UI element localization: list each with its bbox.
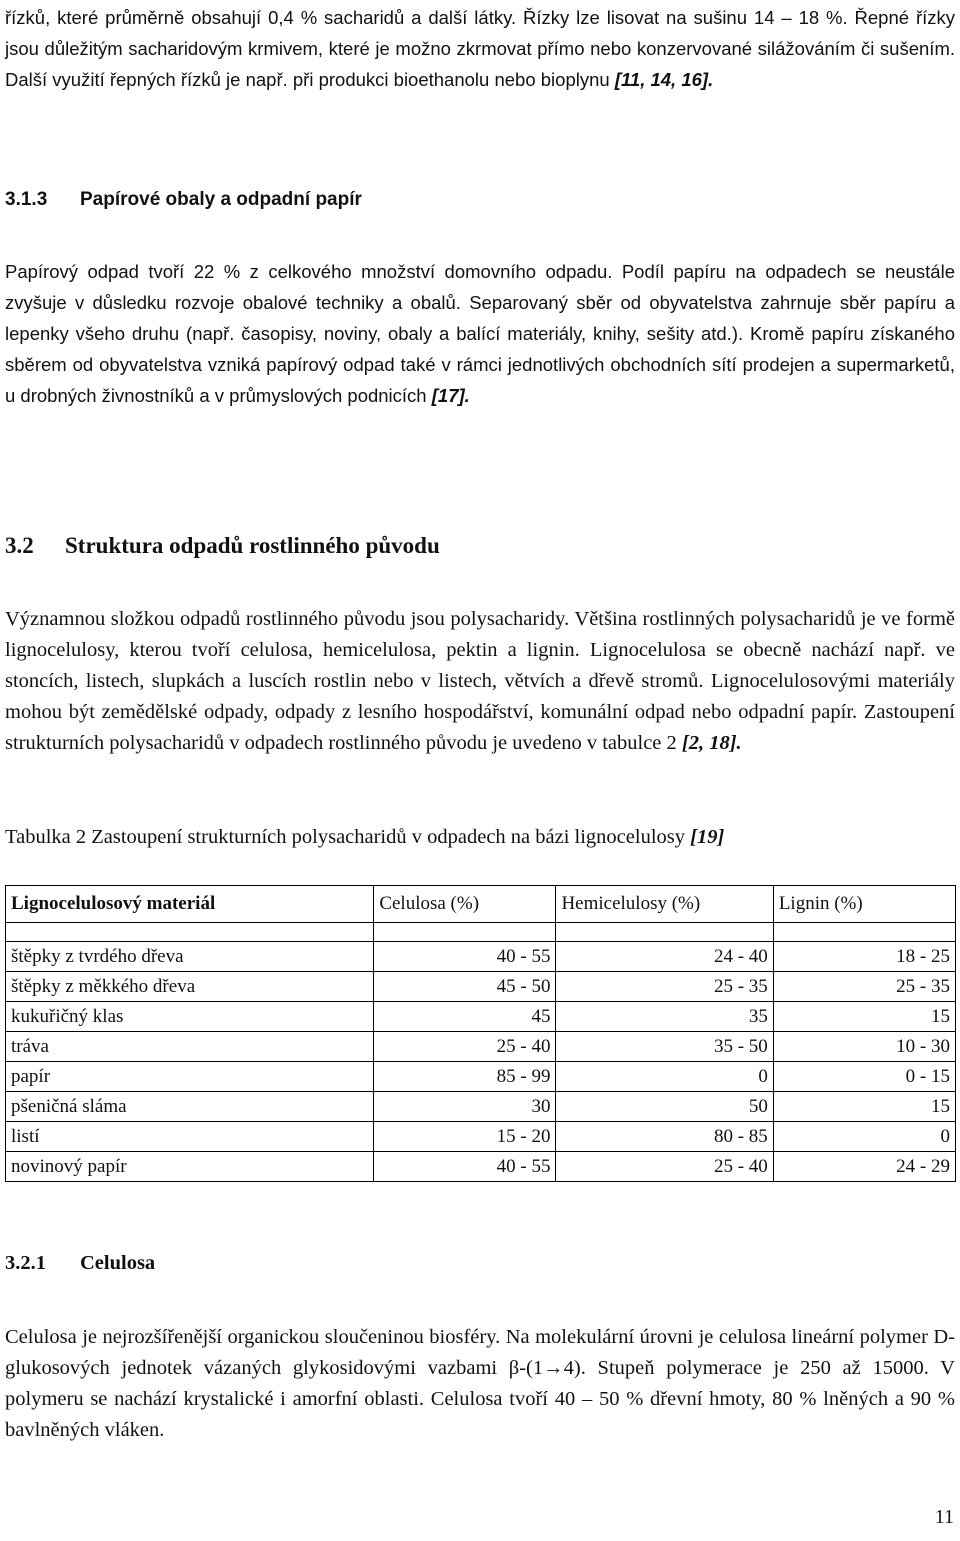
lignin-cell: 10 - 30 [773, 1032, 955, 1062]
header-cellulose: Celulosa (%) [374, 886, 556, 923]
material-cell: štěpky z měkkého dřeva [6, 972, 374, 1002]
hemicellulose-cell: 50 [556, 1092, 773, 1122]
material-cell: novinový papír [6, 1152, 374, 1182]
lignin-cell: 24 - 29 [773, 1152, 955, 1182]
paper-text: Papírový odpad tvoří 22 % z celkového množství domovního odpadu. Podíl papíru na odpadech se neustále zvyšuje v důsledku rozvoje obalové techniky a obalů. Separovaný sběr od obyvatelstva zahrnuje sběr papíru a lepenky všeho druhu (např. časopisy, noviny, obaly a balící materiály, knihy, sešity atd.). Kromě papíru získaného sběrem od obyvatelstva vzniká papírový odpad také v rámci jednotlivých obchodních sítí prodejen a supermarketů, u drobných živnostníků a v průmyslových podnicích [5, 261, 955, 406]
lignin-cell: 15 [773, 1002, 955, 1032]
hemicellulose-cell: 35 [556, 1002, 773, 1032]
paper-paragraph [5, 256, 955, 411]
section-heading-3-2-1 [5, 1252, 155, 1275]
material-cell: listí [6, 1122, 374, 1152]
cellulose-cell: 85 - 99 [374, 1062, 556, 1092]
hemicellulose-cell: 0 [556, 1062, 773, 1092]
lignin-cell: 0 [773, 1122, 955, 1152]
hemicellulose-cell: 25 - 40 [556, 1152, 773, 1182]
section-number: 3.2 [5, 533, 34, 558]
table-row [6, 972, 956, 1002]
intro-paragraph [5, 2, 955, 95]
lignin-cell: 15 [773, 1092, 955, 1122]
header-hemicellulose: Hemicelulosy (%) [556, 886, 773, 923]
table-row [6, 1002, 956, 1032]
table-row [6, 1062, 956, 1092]
section-title: Papírové obaly a odpadní papír [80, 189, 362, 210]
section-title: Celulosa [80, 1252, 156, 1274]
page-number: 11 [934, 1506, 954, 1528]
cellulose-cell: 45 - 50 [374, 972, 556, 1002]
table-row [6, 1032, 956, 1062]
table-spacer-row [6, 923, 956, 942]
material-cell: štěpky z tvrdého dřeva [6, 942, 374, 972]
cellulose-paragraph [5, 1322, 955, 1446]
material-cell: papír [6, 1062, 374, 1092]
section-title: Struktura odpadů rostlinného původu [65, 533, 440, 558]
lignin-cell: 0 - 15 [773, 1062, 955, 1092]
table-row [6, 1152, 956, 1182]
table-row [6, 1122, 956, 1152]
section-heading-3-1-3 [5, 189, 362, 211]
cellulose-cell: 40 - 55 [374, 1152, 556, 1182]
header-material: Lignocelulosový materiál [6, 886, 374, 923]
intro-text: řízků, které průměrně obsahují 0,4 % sacharidů a další látky. Řízky lze lisovat na sušinu 14 – 18 %. Řepné řízky jsou důležitým sacharidovým krmivem, které je možno zkrmovat přímo nebo konzervované silážováním či sušením. Další využití řepných řízků je např. při produkci bioethanolu nebo bioplynu [5, 7, 955, 90]
cellulose-cell: 30 [374, 1092, 556, 1122]
table-row [6, 1092, 956, 1122]
header-lignin: Lignin (%) [773, 886, 955, 923]
table-row [6, 942, 956, 972]
cellulose-cell: 15 - 20 [374, 1122, 556, 1152]
table-caption [5, 826, 724, 849]
lignin-cell: 18 - 25 [773, 942, 955, 972]
cellulose-cell: 40 - 55 [374, 942, 556, 972]
material-cell: tráva [6, 1032, 374, 1062]
hemicellulose-cell: 25 - 35 [556, 972, 773, 1002]
section-number: 3.2.1 [5, 1252, 46, 1274]
cellulose-cell: 25 - 40 [374, 1032, 556, 1062]
material-cell: kukuřičný klas [6, 1002, 374, 1032]
structure-reference: [2, 18]. [681, 732, 742, 754]
table-caption-reference: [19] [690, 826, 725, 848]
cellulose-cell: 45 [374, 1002, 556, 1032]
hemicellulose-cell: 80 - 85 [556, 1122, 773, 1152]
hemicellulose-cell: 24 - 40 [556, 942, 773, 972]
intro-reference: [11, 14, 16]. [614, 69, 714, 90]
table-caption-text: Tabulka 2 Zastoupení strukturních polysacharidů v odpadech na bázi lignocelulosy [5, 826, 691, 848]
structure-text: Významnou složkou odpadů rostlinného původu jsou polysacharidy. Většina rostlinných polysacharidů je ve formě lignocelulosy, kterou tvoří celulosa, hemicelulosa, pektin a lignin. Lignocelulosa se obecně nachází např. ve stoncích, listech, slupkách a luscích rostlin nebo v listech, větvích a dřevě stromů. Lignocelulosovými materiály mohou být zemědělské odpady, odpady z lesního hospodářství, komunální odpad nebo odpadní papír. Zastoupení strukturních polysacharidů v odpadech rostlinného původu je uvedeno v tabulce 2 [5, 608, 955, 754]
table-header-row [6, 886, 956, 923]
hemicellulose-cell: 35 - 50 [556, 1032, 773, 1062]
material-cell: pšeničná sláma [6, 1092, 374, 1122]
lignin-cell: 25 - 35 [773, 972, 955, 1002]
cellulose-text: Celulosa je nejrozšířenější organickou sloučeninou biosféry. Na molekulární úrovni je celulosa lineární polymer D-glukosových jednotek vázaných glykosidovými vazbami β-(1→4). Stupeň polymerace je 250 až 15000. V polymeru se nachází krystalické i amorfní oblasti. Celulosa tvoří 40 – 50 % dřevní hmoty, 80 % lněných a 90 % bavlněných vláken. [5, 1326, 955, 1441]
paper-reference: [17]. [431, 385, 470, 406]
section-heading-3-2 [5, 533, 440, 559]
structure-paragraph [5, 604, 955, 759]
section-number: 3.1.3 [5, 189, 48, 210]
polysaccharide-table [5, 885, 956, 1182]
